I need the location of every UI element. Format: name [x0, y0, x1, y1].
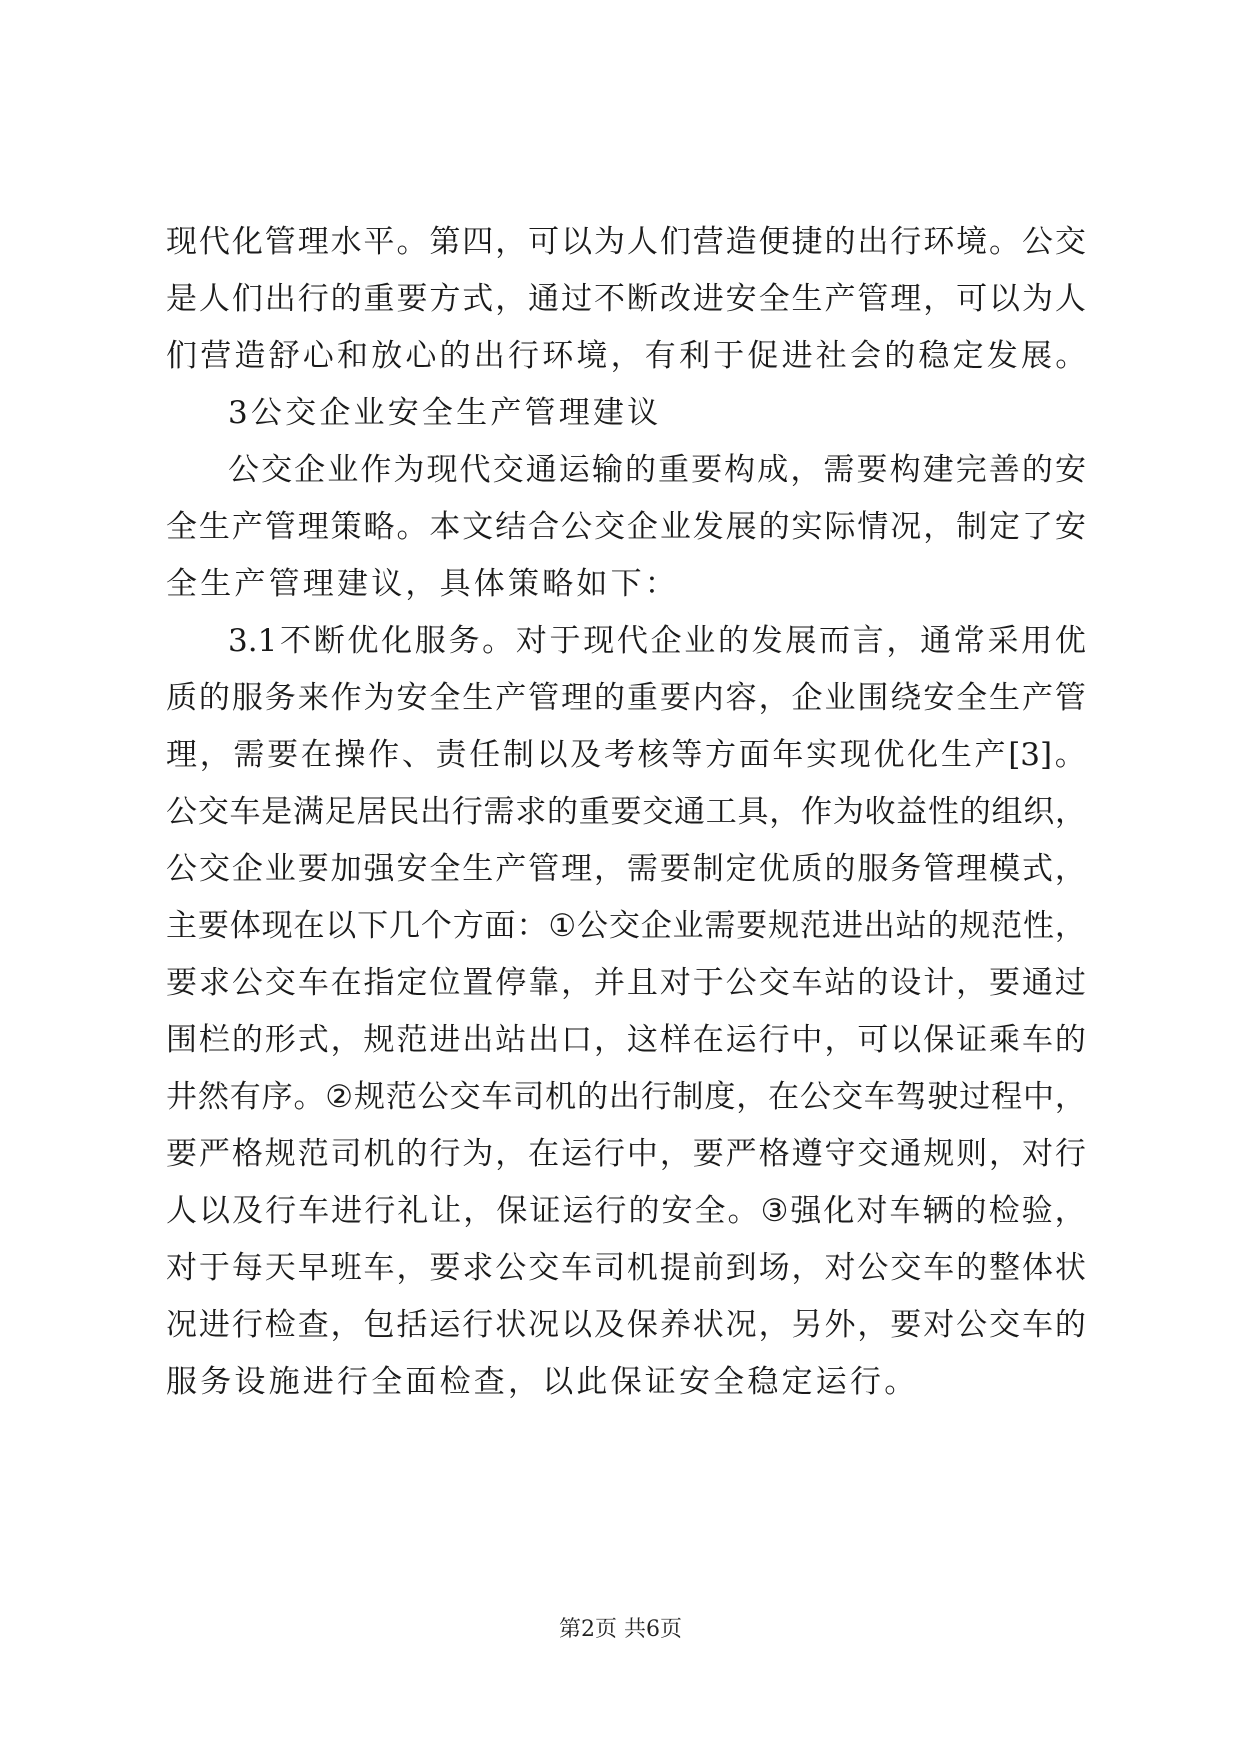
text-line: 人 以 及 行 车 进 行 礼 让 ， 保 证 运 行 的 安 全 。 ③ 强 化 对 车 辆 的 检 验 ，	[166, 1193, 1086, 1229]
text-line: 公 交 企 业 要 加 强 安 全 生 产 管 理 ， 需 要 制 定 优 质 的 服 务 管 理 模 式 ，	[166, 851, 1086, 887]
subsection-line: 3.1 不 断 优 化 服 务 。 对 于 现 代 企 业 的 发 展 而 言 ， 通 常 采 用 优	[228, 623, 1086, 659]
text-line: 公 交 车 是 满 足 居 民 出 行 需 求 的 重 要 交 通 工 具 ， 作 为 收 益 性 的 组 织 ，	[166, 794, 1086, 830]
text-line: 井 然 有 序 。 ② 规 范 公 交 车 司 机 的 出 行 制 度 ， 在 公 交 车 驾 驶 过 程 中 ，	[166, 1079, 1086, 1115]
text-line: 要 严 格 规 范 司 机 的 行 为 ， 在 运 行 中 ， 要 严 格 遵 守 交 通 规 则 ， 对 行	[166, 1136, 1086, 1172]
text-line: 服务设施进行全面检查，以此保证安全稳定运行。	[166, 1364, 919, 1400]
page-footer	[0, 1615, 1241, 1645]
page-number-label: 第2页 共6页	[559, 1617, 682, 1642]
text-line: 对 于 每 天 早 班 车 ， 要 求 公 交 车 司 机 提 前 到 场 ， 对 公 交 车 的 整 体 状	[166, 1250, 1086, 1286]
text-line: 理 ， 需 要 在 操 作 、 责 任 制 以 及 考 核 等 方 面 年 实 现 优 化 生 产 [3] 。	[166, 737, 1086, 773]
text-line: 公 交 企 业 作 为 现 代 交 通 运 输 的 重 要 构 成 ， 需 要 构 建 完 善 的 安	[228, 452, 1086, 488]
section-heading: 3公交企业安全生产管理建议	[228, 395, 662, 431]
text-line: 围 栏 的 形 式 ， 规 范 进 出 站 出 口 ， 这 样 在 运 行 中 ， 可 以 保 证 乘 车 的	[166, 1022, 1086, 1058]
text-line: 们营造舒心和放心的出行环境，有利于促进社会的稳定发展。	[166, 338, 1090, 374]
text-line: 主 要 体 现 在 以 下 几 个 方 面 ： ① 公 交 企 业 需 要 规 范 进 出 站 的 规 范 性 ，	[166, 908, 1086, 944]
text-line: 质 的 服 务 来 作 为 安 全 生 产 管 理 的 重 要 内 容 ， 企 业 围 绕 安 全 生 产 管	[166, 680, 1086, 716]
text-line: 况 进 行 检 查 ， 包 括 运 行 状 况 以 及 保 养 状 况 ， 另 外 ， 要 对 公 交 车 的	[166, 1307, 1086, 1343]
text-line: 全 生 产 管 理 策 略 。 本 文 结 合 公 交 企 业 发 展 的 实 际 情 况 ， 制 定 了 安	[166, 509, 1086, 545]
text-line: 现 代 化 管 理 水 平 。 第 四 ， 可 以 为 人 们 营 造 便 捷 的 出 行 环 境 。 公 交	[166, 224, 1086, 260]
text-line: 全生产管理建议，具体策略如下：	[166, 566, 679, 602]
text-line: 是 人 们 出 行 的 重 要 方 式 ， 通 过 不 断 改 进 安 全 生 产 管 理 ， 可 以 为 人	[166, 281, 1086, 317]
text-line: 要 求 公 交 车 在 指 定 位 置 停 靠 ， 并 且 对 于 公 交 车 站 的 设 计 ， 要 通 过	[166, 965, 1086, 1001]
